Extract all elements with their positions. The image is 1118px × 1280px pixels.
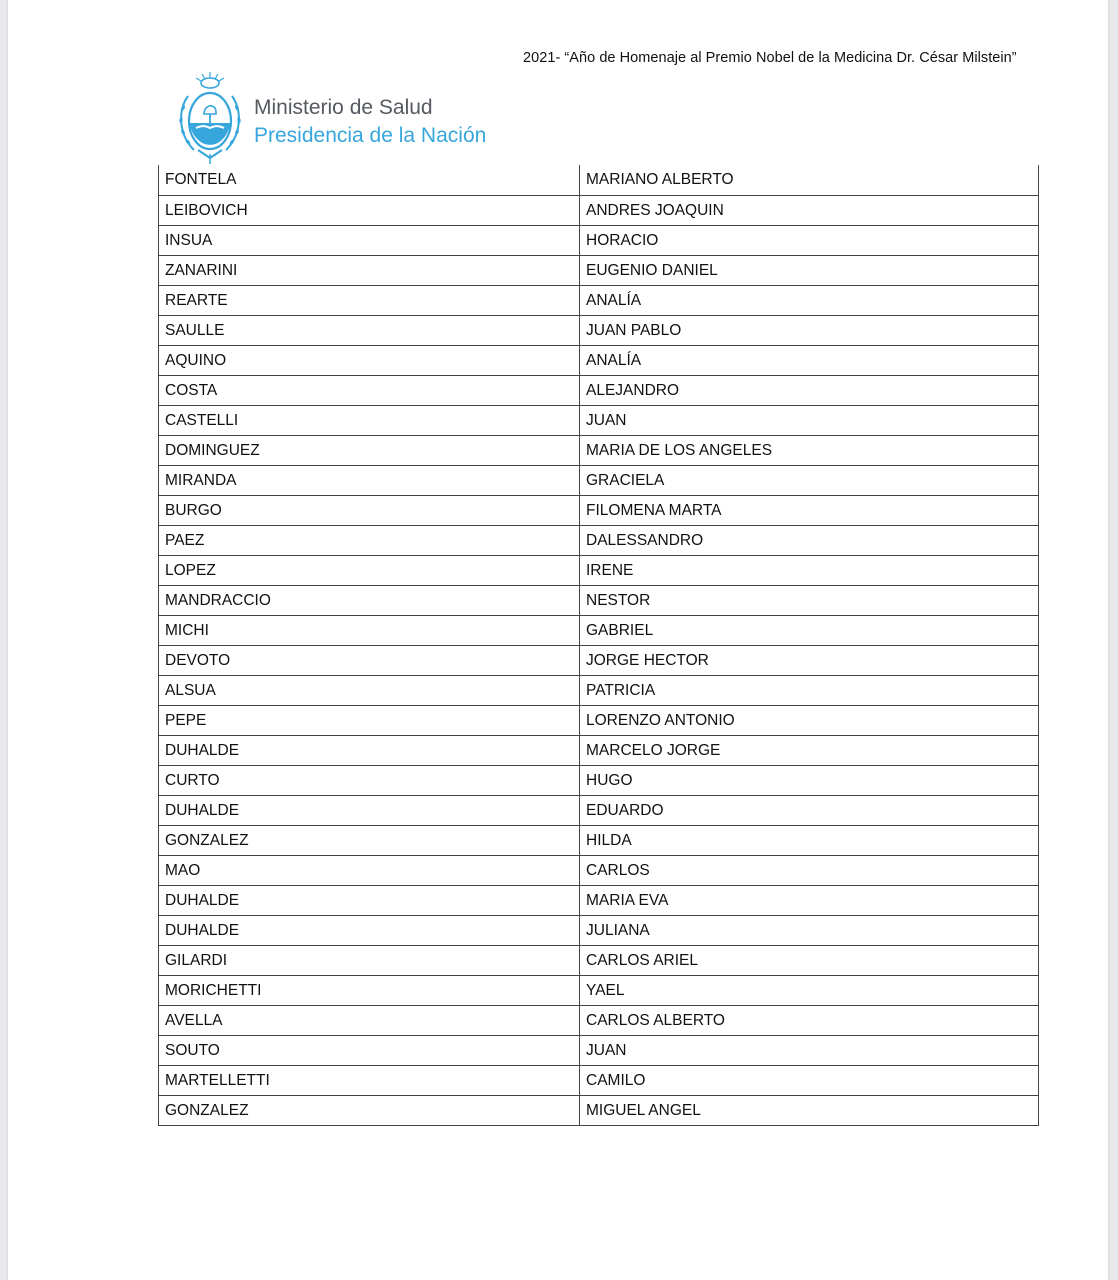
surname-cell: ZANARINI	[159, 255, 580, 285]
surname-cell: LEIBOVICH	[159, 195, 580, 225]
given-name-cell: CAMILO	[580, 1065, 1039, 1095]
given-name-cell: ANALÍA	[580, 285, 1039, 315]
surname-cell: DUHALDE	[159, 915, 580, 945]
given-name-cell: YAEL	[580, 975, 1039, 1005]
table-row	[159, 585, 1039, 615]
table-row	[159, 645, 1039, 675]
surname-cell: GILARDI	[159, 945, 580, 975]
given-name-cell: MARCELO JORGE	[580, 735, 1039, 765]
table-row	[159, 315, 1039, 345]
surname-cell: MIRANDA	[159, 465, 580, 495]
given-name-cell: IRENE	[580, 555, 1039, 585]
surname-cell: DUHALDE	[159, 885, 580, 915]
table-row	[159, 255, 1039, 285]
given-name-cell: CARLOS ALBERTO	[580, 1005, 1039, 1035]
given-name-cell: GRACIELA	[580, 465, 1039, 495]
given-name-cell: ANALÍA	[580, 345, 1039, 375]
table-row	[159, 195, 1039, 225]
table-row	[159, 1065, 1039, 1095]
given-name-cell: FILOMENA MARTA	[580, 495, 1039, 525]
surname-cell: BURGO	[159, 495, 580, 525]
table-row	[159, 1005, 1039, 1035]
table-row	[159, 765, 1039, 795]
surname-cell: REARTE	[159, 285, 580, 315]
ministry-name: Ministerio de Salud	[254, 96, 433, 119]
given-name-cell: EDUARDO	[580, 795, 1039, 825]
table-row	[159, 405, 1039, 435]
given-name-cell: CARLOS	[580, 855, 1039, 885]
given-name-cell: MARIANO ALBERTO	[580, 165, 1039, 195]
given-name-cell: JUAN	[580, 1035, 1039, 1065]
surname-cell: MARTELLETTI	[159, 1065, 580, 1095]
table-row	[159, 1095, 1039, 1125]
surname-cell: SAULLE	[159, 315, 580, 345]
table-row	[159, 945, 1039, 975]
names-table	[158, 165, 1039, 1126]
surname-cell: GONZALEZ	[159, 1095, 580, 1125]
table-row	[159, 735, 1039, 765]
given-name-cell: JULIANA	[580, 915, 1039, 945]
table-row	[159, 345, 1039, 375]
table-row	[159, 225, 1039, 255]
given-name-cell: MIGUEL ANGEL	[580, 1095, 1039, 1125]
year-motto-header: 2021- “Año de Homenaje al Premio Nobel de la Medicina Dr. César Milstein”	[523, 50, 1017, 66]
table-row	[159, 915, 1039, 945]
surname-cell: DEVOTO	[159, 645, 580, 675]
surname-cell: DUHALDE	[159, 735, 580, 765]
table-row	[159, 975, 1039, 1005]
table-row	[159, 465, 1039, 495]
surname-cell: LOPEZ	[159, 555, 580, 585]
table-row	[159, 165, 1039, 195]
table-row	[159, 1035, 1039, 1065]
table-row	[159, 495, 1039, 525]
table-row	[159, 375, 1039, 405]
surname-cell: COSTA	[159, 375, 580, 405]
given-name-cell: MARIA EVA	[580, 885, 1039, 915]
surname-cell: PEPE	[159, 705, 580, 735]
given-name-cell: JUAN PABLO	[580, 315, 1039, 345]
presidency-name: Presidencia de la Nación	[254, 124, 487, 147]
surname-cell: DOMINGUEZ	[159, 435, 580, 465]
document-page	[8, 0, 1108, 1280]
table-row	[159, 435, 1039, 465]
surname-cell: MICHI	[159, 615, 580, 645]
surname-cell: CASTELLI	[159, 405, 580, 435]
surname-cell: MORICHETTI	[159, 975, 580, 1005]
given-name-cell: JORGE HECTOR	[580, 645, 1039, 675]
surname-cell: CURTO	[159, 765, 580, 795]
table-row	[159, 855, 1039, 885]
surname-cell: AVELLA	[159, 1005, 580, 1035]
argentina-coat-of-arms-icon	[174, 70, 246, 166]
table-row	[159, 885, 1039, 915]
given-name-cell: EUGENIO DANIEL	[580, 255, 1039, 285]
given-name-cell: JUAN	[580, 405, 1039, 435]
given-name-cell: DALESSANDRO	[580, 525, 1039, 555]
surname-cell: FONTELA	[159, 165, 580, 195]
given-name-cell: NESTOR	[580, 585, 1039, 615]
surname-cell: PAEZ	[159, 525, 580, 555]
given-name-cell: HUGO	[580, 765, 1039, 795]
given-name-cell: CARLOS ARIEL	[580, 945, 1039, 975]
table-row	[159, 675, 1039, 705]
given-name-cell: ANDRES JOAQUIN	[580, 195, 1039, 225]
table-row	[159, 795, 1039, 825]
surname-cell: GONZALEZ	[159, 825, 580, 855]
table-row	[159, 825, 1039, 855]
given-name-cell: HORACIO	[580, 225, 1039, 255]
names-table-body	[159, 165, 1039, 1125]
given-name-cell: LORENZO ANTONIO	[580, 705, 1039, 735]
table-row	[159, 555, 1039, 585]
given-name-cell: GABRIEL	[580, 615, 1039, 645]
table-row	[159, 285, 1039, 315]
surname-cell: MAO	[159, 855, 580, 885]
surname-cell: INSUA	[159, 225, 580, 255]
given-name-cell: PATRICIA	[580, 675, 1039, 705]
surname-cell: DUHALDE	[159, 795, 580, 825]
table-row	[159, 705, 1039, 735]
surname-cell: ALSUA	[159, 675, 580, 705]
surname-cell: SOUTO	[159, 1035, 580, 1065]
surname-cell: MANDRACCIO	[159, 585, 580, 615]
surname-cell: AQUINO	[159, 345, 580, 375]
given-name-cell: MARIA DE LOS ANGELES	[580, 435, 1039, 465]
table-row	[159, 615, 1039, 645]
given-name-cell: HILDA	[580, 825, 1039, 855]
table-row	[159, 525, 1039, 555]
given-name-cell: ALEJANDRO	[580, 375, 1039, 405]
